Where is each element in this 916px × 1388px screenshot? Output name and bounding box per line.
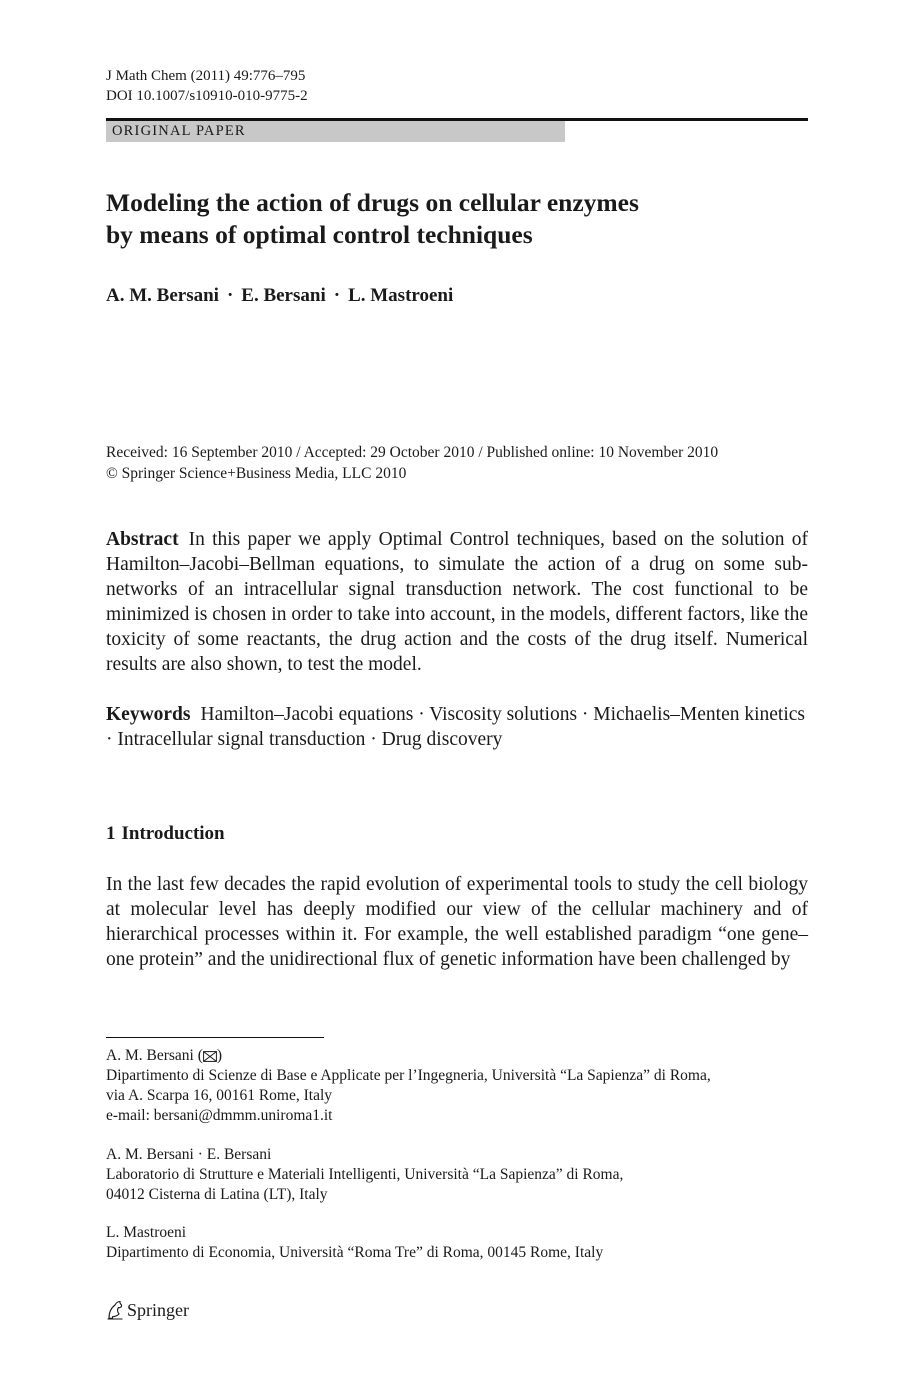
abstract-label: Abstract bbox=[106, 529, 179, 550]
corresponding-author-close: ) bbox=[216, 1047, 223, 1064]
history-dates: Received: 16 September 2010 / Accepted: 29 October 2010 / Published online: 10 November 2010 bbox=[106, 444, 719, 461]
section-number: 1 bbox=[106, 823, 116, 844]
envelope-icon bbox=[203, 1051, 217, 1062]
keywords bbox=[106, 702, 808, 752]
affiliation-2-line3: 04012 Cisterna di Latina (LT), Italy bbox=[106, 1186, 328, 1203]
footnote-rule bbox=[106, 1037, 324, 1038]
publisher-name: Springer bbox=[127, 1300, 189, 1320]
affiliation-1-email: e-mail: bersani@dmmm.uniroma1.it bbox=[106, 1107, 333, 1124]
affiliation-2-line2: Laboratorio di Strutture e Materiali Intelligenti, Università “La Sapienza” di Roma, bbox=[106, 1166, 624, 1183]
footnote-affiliation-3 bbox=[106, 1223, 808, 1263]
affiliation-2-authors: A. M. Bersani · E. Bersani bbox=[106, 1146, 272, 1163]
introduction-paragraph: In the last few decades the rapid evolution of experimental tools to study the cell biology at molecular level has deeply modified our view of the cellular machinery and of hierarchical processes within it. For example, the well established paradigm “one gene–one protein” and the unidirectional flux of genetic information have been challenged by bbox=[106, 874, 808, 970]
section-title: Introduction bbox=[121, 823, 225, 844]
affiliation-1-line2: Dipartimento di Scienze di Base e Applicate per l’Ingegneria, Università “La Sapienza” di Roma, bbox=[106, 1067, 711, 1084]
journal-volume: J Math Chem (2011) 49:776–795 bbox=[106, 68, 306, 84]
footnote-affiliation-2 bbox=[106, 1145, 808, 1205]
author-separator: · bbox=[226, 285, 234, 306]
author-list bbox=[106, 284, 453, 308]
keywords-label: Keywords bbox=[106, 704, 191, 725]
copyright-line: © Springer Science+Business Media, LLC 2010 bbox=[106, 464, 407, 482]
author-3: L. Mastroeni bbox=[348, 285, 454, 306]
publication-dates bbox=[106, 443, 718, 484]
affiliation-1-line3: via A. Scarpa 16, 00161 Rome, Italy bbox=[106, 1087, 332, 1104]
affiliation-3-line2: Dipartimento di Economia, Università “Roma Tre” di Roma, 00145 Rome, Italy bbox=[106, 1244, 604, 1261]
springer-horse-icon bbox=[106, 1300, 124, 1320]
publisher-logo bbox=[106, 1298, 189, 1322]
paper-title bbox=[106, 187, 639, 251]
journal-citation bbox=[106, 67, 308, 106]
journal-doi: DOI 10.1007/s10910-010-9775-2 bbox=[106, 87, 308, 104]
article-type: ORIGINAL PAPER bbox=[112, 123, 246, 139]
abstract bbox=[106, 527, 808, 677]
affiliation-3-author: L. Mastroeni bbox=[106, 1224, 187, 1241]
author-1: A. M. Bersani bbox=[106, 285, 219, 306]
corresponding-author bbox=[106, 1046, 808, 1066]
abstract-text: In this paper we apply Optimal Control techniques, based on the solution of Hamilton–Jacobi–Bellman equations, to simulate the action of a drug on some sub-networks of an intracellular signal transduction network. The cost functional to be minimized is chosen in order to take into account, in the models, different factors, like the toxicity of some reactants, the drug action and the costs of the drug itself. Numerical results are also shown, to test the model. bbox=[106, 529, 808, 675]
corresponding-author-name: A. M. Bersani ( bbox=[106, 1047, 203, 1064]
author-2: E. Bersani bbox=[241, 285, 326, 306]
section-heading-introduction bbox=[106, 822, 225, 846]
paper-title-line1: Modeling the action of drugs on cellular enzymes bbox=[106, 188, 639, 217]
author-separator: · bbox=[333, 285, 341, 306]
paper-title-line2: by means of optimal control techniques bbox=[106, 220, 533, 249]
footnote-affiliation-1 bbox=[106, 1046, 808, 1126]
keywords-text: Hamilton–Jacobi equations · Viscosity solutions · Michaelis–Menten kinetics · Intracellular signal transduction · Drug discovery bbox=[106, 704, 806, 750]
